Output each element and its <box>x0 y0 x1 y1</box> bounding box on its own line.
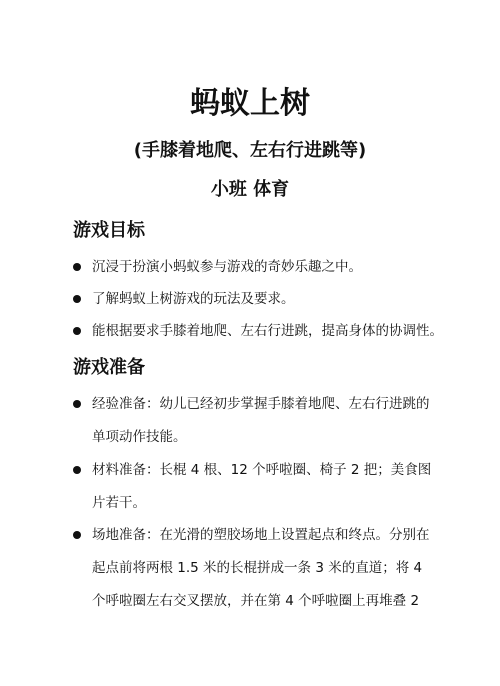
class-subject: 小班 体育 <box>210 179 290 200</box>
list-item-text: 经验准备：幼儿已经初步掌握手膝着地爬、左右行进跳的 <box>92 396 430 412</box>
list-item-text: 片若干。 <box>92 495 146 511</box>
bullet-icon <box>73 466 81 474</box>
list-item-text: 个呼啦圈左右交叉摆放，并在第 4 个呼啦圈上再堆叠 2 <box>92 593 420 609</box>
section-heading-goals: 游戏目标 <box>73 220 145 241</box>
bullet-icon <box>73 327 81 335</box>
list-item-text: 能根据要求手膝着地爬、左右行进跳，提高身体的协调性。 <box>92 323 443 339</box>
list-item-text: 单项动作技能。 <box>92 429 187 445</box>
bullet-icon <box>73 400 81 408</box>
bullet-icon <box>73 531 81 539</box>
list-item-text: 场地准备：在光滑的塑胶场地上设置起点和终点。分别在 <box>92 527 430 543</box>
list-item-text: 材料准备：长棍 4 根、12 个呼啦圈、椅子 2 把；美食图 <box>92 462 432 478</box>
list-item-text: 了解蚂蚁上树游戏的玩法及要求。 <box>92 291 295 307</box>
document-title: 蚂蚁上树 <box>190 86 310 121</box>
bullet-icon <box>73 295 81 303</box>
section-heading-preparation: 游戏准备 <box>73 357 145 378</box>
bullet-icon <box>73 263 81 271</box>
list-item-text: 沉浸于扮演小蚂蚁参与游戏的奇妙乐趣之中。 <box>92 259 362 275</box>
list-item-text: 起点前将两根 1.5 米的长棍拼成一条 3 米的直道；将 4 <box>92 560 423 576</box>
document-subtitle: (手膝着地爬、左右行进跳等) <box>133 140 367 161</box>
